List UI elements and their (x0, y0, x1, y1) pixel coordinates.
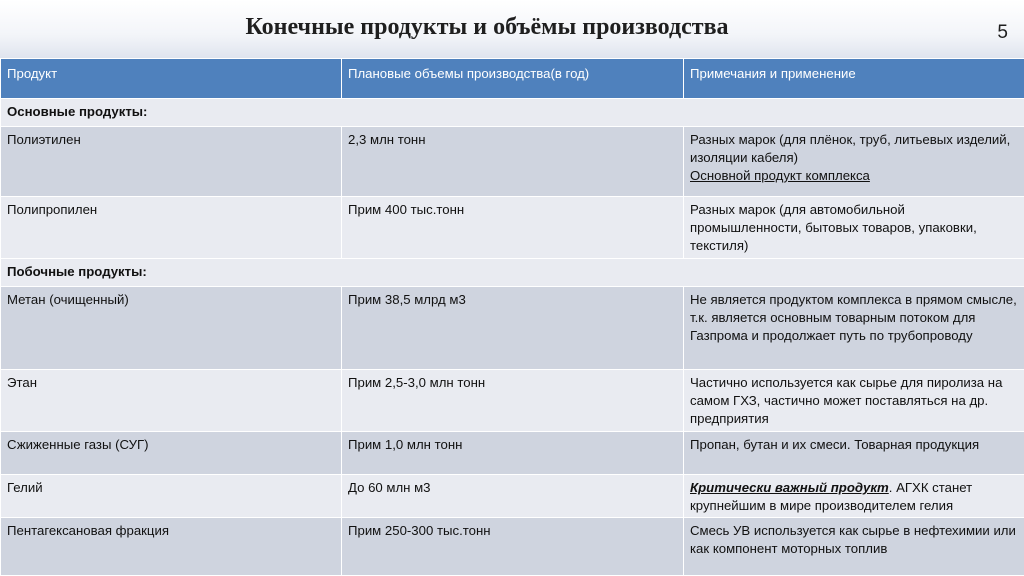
product-cell: Метан (очищенный) (1, 287, 342, 370)
section-row-main (1, 99, 1024, 127)
note-highlight: Основной продукт комплекса (690, 168, 870, 183)
note-cell: Смесь УВ используется как сырье в нефтехимии или как компонент моторных топлив (684, 518, 1024, 576)
table-row (1, 518, 1024, 576)
note-cell (684, 127, 1024, 197)
section-side-label: Побочные продукты: (1, 259, 1024, 287)
table-row (1, 432, 1024, 475)
note-cell: Пропан, бутан и их смеси. Товарная продукция (684, 432, 1024, 475)
header-volume: Плановые объемы производства(в год) (342, 59, 684, 99)
products-table (0, 58, 1024, 576)
table-row (1, 127, 1024, 197)
section-row-side (1, 259, 1024, 287)
table-row (1, 370, 1024, 432)
note-cell (684, 475, 1024, 518)
volume-cell: Прим 250-300 тыс.тонн (342, 518, 684, 576)
product-cell: Этан (1, 370, 342, 432)
volume-cell: Прим 400 тыс.тонн (342, 197, 684, 259)
table-row (1, 197, 1024, 259)
product-cell: Пентагексановая фракция (1, 518, 342, 576)
note-emphasis: Критически важный продукт (690, 480, 889, 495)
volume-cell: До 60 млн м3 (342, 475, 684, 518)
product-cell: Гелий (1, 475, 342, 518)
table-header-row (1, 59, 1024, 99)
note-cell: Разных марок (для автомобильной промышленности, бытовых товаров, упаковки, текстиля) (684, 197, 1024, 259)
volume-cell: Прим 38,5 млрд м3 (342, 287, 684, 370)
note-text: . АГХК станет крупнейшим в мире производителем гелия (690, 480, 972, 513)
volume-cell: Прим 2,5-3,0 млн тонн (342, 370, 684, 432)
product-cell: Полипропилен (1, 197, 342, 259)
header-notes: Примечания и применение (684, 59, 1024, 99)
product-cell: Полиэтилен (1, 127, 342, 197)
note-cell: Не является продуктом комплекса в прямом смысле, т.к. является основным товарным потоком для Газпрома и продолжает путь по трубопроводу (684, 287, 1024, 370)
slide-number: 5 (997, 22, 1008, 44)
volume-cell: Прим 1,0 млн тонн (342, 432, 684, 475)
note-text: Разных марок (для плёнок, труб, литьевых изделий, изоляции кабеля) (690, 132, 1010, 165)
volume-cell: 2,3 млн тонн (342, 127, 684, 197)
page-title: Конечные продукты и объёмы производства (0, 14, 1024, 41)
section-main-label: Основные продукты: (1, 99, 1024, 127)
note-cell: Частично используется как сырье для пиролиза на самом ГХЗ, частично может поставляться на др. предприятия (684, 370, 1024, 432)
table-row (1, 287, 1024, 370)
header-product: Продукт (1, 59, 342, 99)
product-cell: Сжиженные газы (СУГ) (1, 432, 342, 475)
table-row (1, 475, 1024, 518)
